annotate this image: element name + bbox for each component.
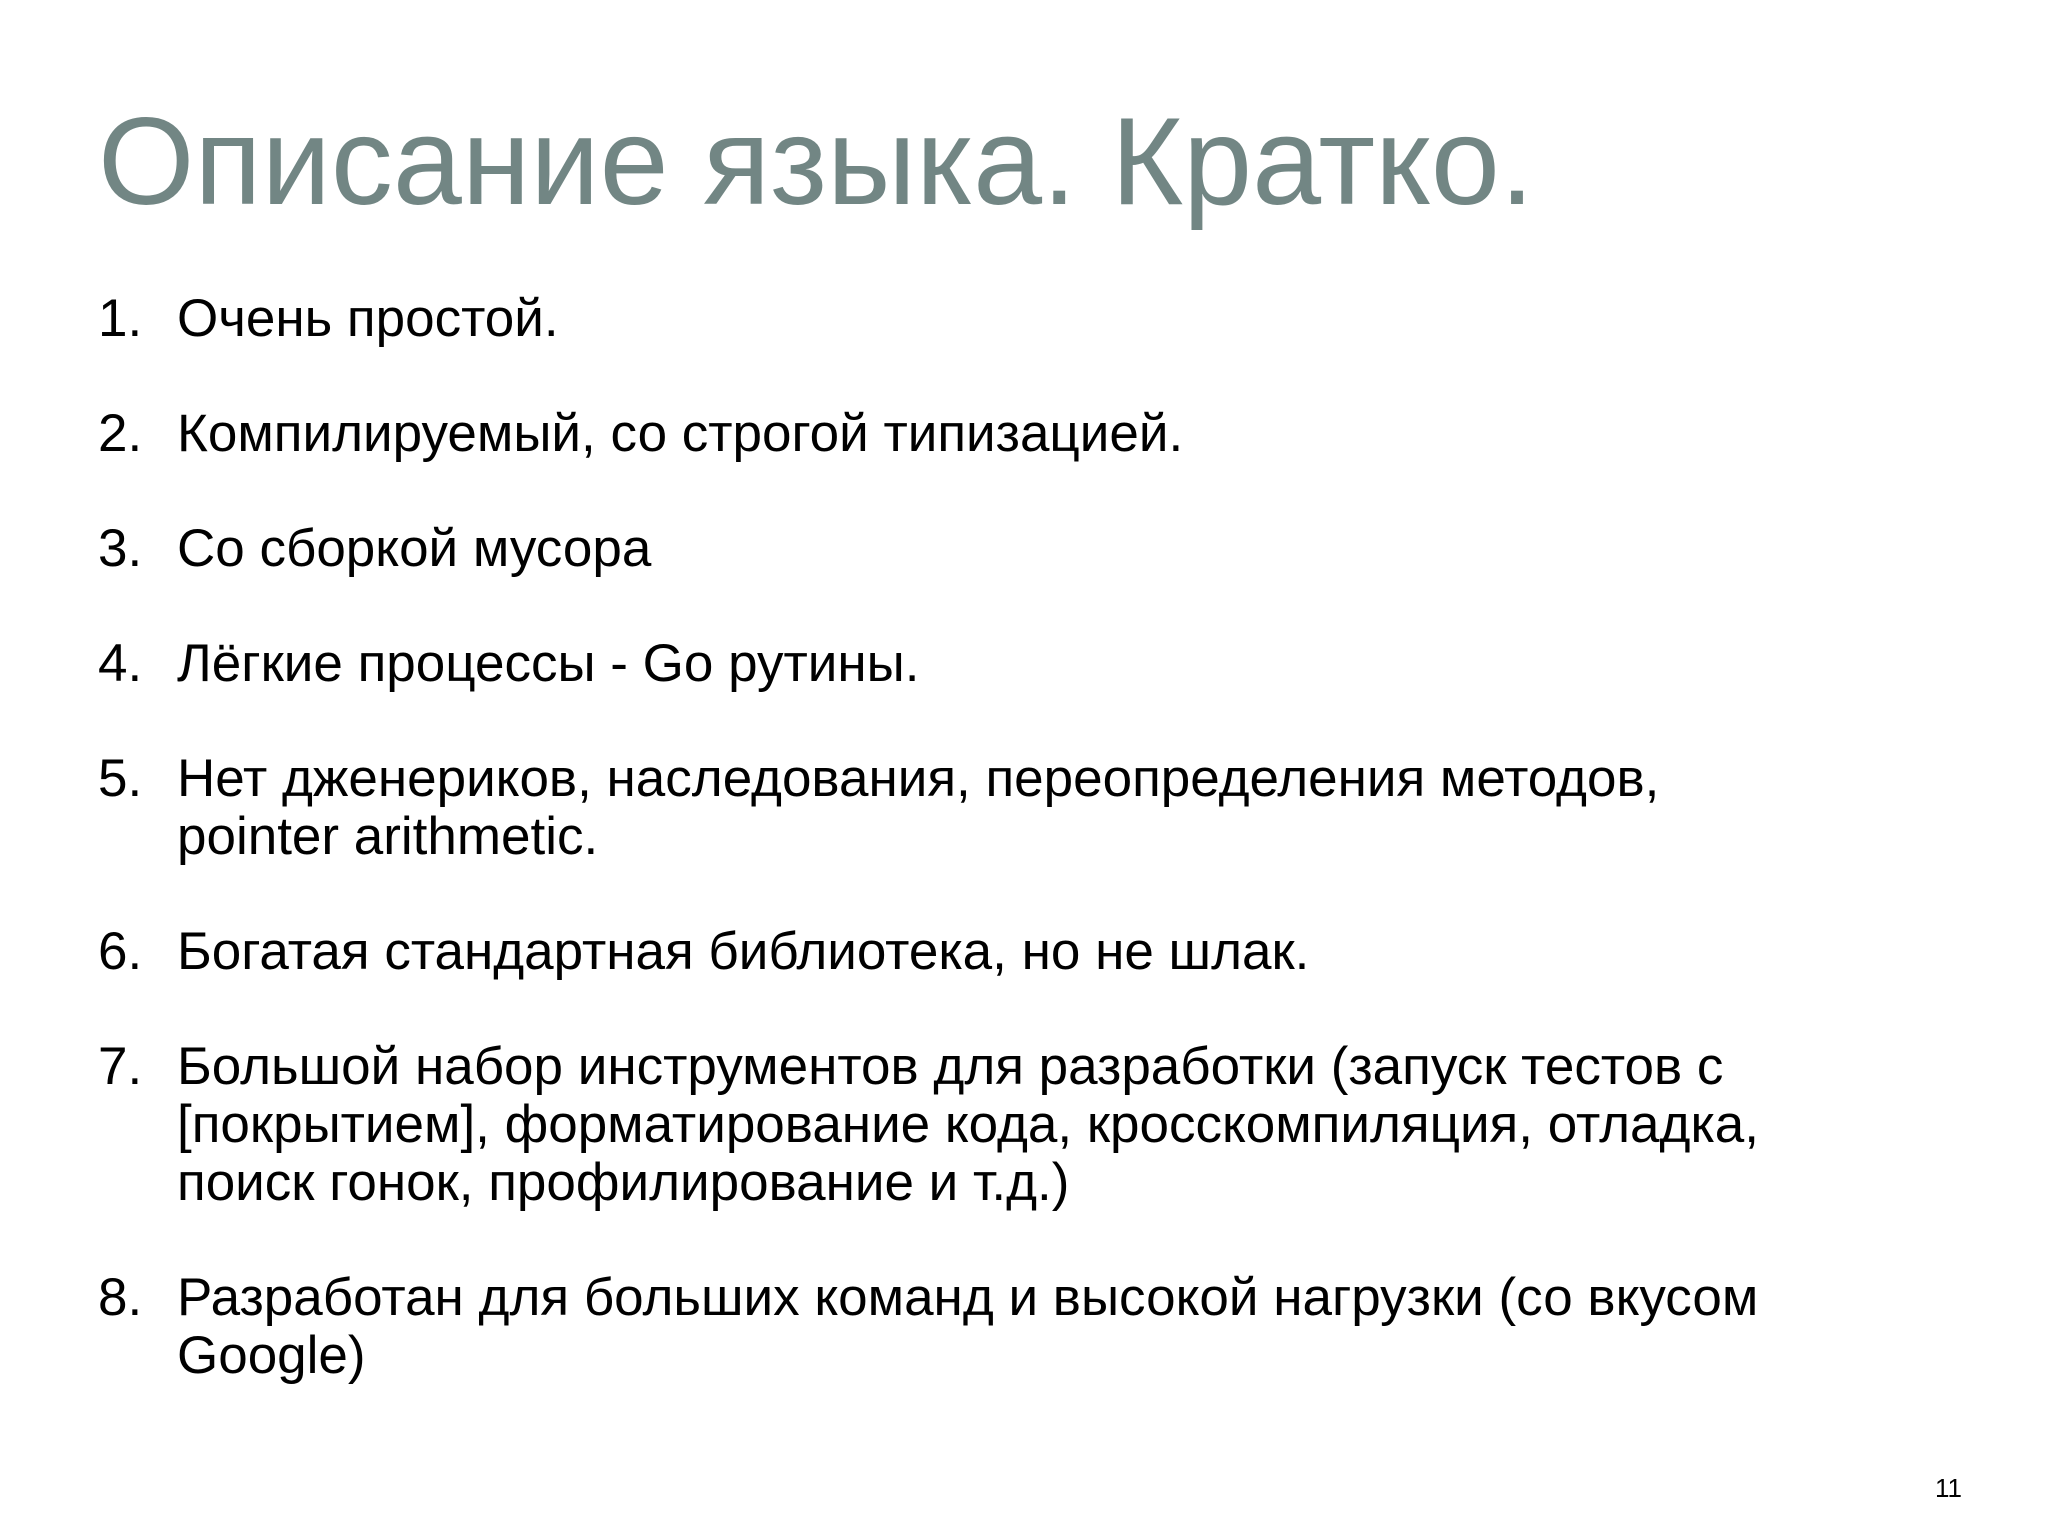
list-item-line: Большой набор инструментов для разработки (запуск тестов с	[177, 1037, 1724, 1096]
list-item-number: 1.	[98, 289, 143, 348]
list-item-line: Очень простой.	[177, 289, 559, 348]
list-item-line: Разработан для больших команд и высокой нагрузки (со вкусом	[177, 1268, 1759, 1327]
list-item-line: Нет дженериков, наследования, переопределения методов,	[177, 749, 1660, 808]
list-item-line: Со сборкой мусора	[177, 519, 652, 578]
list-item	[98, 923, 1918, 981]
list-item	[98, 1269, 1918, 1385]
list-item-text	[177, 923, 1918, 981]
list-item-text	[177, 520, 1918, 578]
list-item-number: 3.	[98, 519, 143, 578]
list-item-number: 7.	[98, 1037, 143, 1096]
list-item	[98, 290, 1918, 348]
list-item-number: 4.	[98, 634, 143, 693]
list-item-text	[177, 635, 1918, 693]
page-number: 11	[1935, 1473, 1962, 1503]
list-item-number: 8.	[98, 1268, 143, 1327]
list-item-text	[177, 750, 1918, 866]
list-item-line: [покрытием], форматирование кода, кросскомпиляция, отладка,	[177, 1095, 1760, 1154]
list-item-text	[177, 290, 1918, 348]
list-item-line: Google)	[177, 1326, 366, 1385]
list-item-number: 2.	[98, 404, 143, 463]
list-item-line: Богатая стандартная библиотека, но не шлак.	[177, 922, 1310, 981]
list-item-line: pointer arithmetic.	[177, 807, 599, 866]
list-item-number: 6.	[98, 922, 143, 981]
list-item	[98, 1038, 1918, 1212]
list-item	[98, 405, 1918, 463]
list-item-line: поиск гонок, профилирование и т.д.)	[177, 1153, 1070, 1212]
list-item	[98, 750, 1918, 866]
slide-title: Описание языка. Кратко.	[98, 93, 1535, 231]
list-item-line: Компилируемый, со строгой типизацией.	[177, 404, 1184, 463]
list-item-text	[177, 1038, 1918, 1212]
list-item-text	[177, 405, 1918, 463]
list-item-line: Лёгкие процессы - Go рутины.	[177, 634, 920, 693]
list-item	[98, 635, 1918, 693]
list-item-number: 5.	[98, 749, 143, 808]
feature-list	[98, 290, 1918, 1442]
list-item-text	[177, 1269, 1918, 1385]
list-item	[98, 520, 1918, 578]
